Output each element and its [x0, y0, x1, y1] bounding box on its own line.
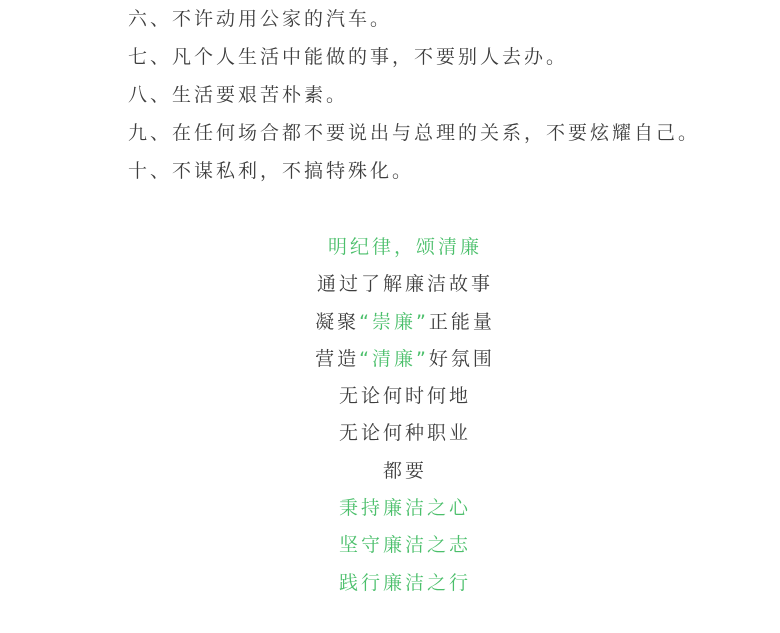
slogan-create-suffix: 好氛围	[428, 347, 495, 370]
rule-item-7: 七、凡个人生活中能做的事，不要别人去办。	[128, 46, 569, 68]
slogan-create-highlight: “清廉”	[359, 347, 429, 370]
slogan-line-anytime: 无论何时何地	[338, 385, 471, 408]
slogan-block	[0, 229, 780, 602]
slogan-line-gather	[0, 304, 780, 341]
slogan-line-uphold: 秉持廉洁之心	[338, 497, 471, 520]
slogan-create-prefix: 营造	[315, 347, 360, 370]
rule-item-9: 九、在任何场合都不要说出与总理的关系，不要炫耀自己。	[128, 122, 701, 144]
rules-list	[128, 0, 768, 190]
rule-item-6: 六、不许动用公家的汽车。	[128, 8, 393, 30]
slogan-gather-highlight: “崇廉”	[359, 310, 429, 333]
slogan-line-adhere: 坚守廉洁之志	[338, 534, 471, 557]
slogan-line-must: 都要	[382, 459, 427, 482]
rule-item-8: 八、生活要艰苦朴素。	[128, 84, 349, 106]
slogan-gather-prefix: 凝聚	[315, 310, 360, 333]
slogan-line-any-profession: 无论何种职业	[338, 422, 471, 445]
slogan-line-create	[0, 341, 780, 378]
slogan-line-practice: 践行廉洁之行	[338, 571, 471, 594]
rule-item-10: 十、不谋私利，不搞特殊化。	[128, 160, 415, 182]
slogan-line-understand: 通过了解廉洁故事	[316, 273, 493, 296]
slogan-gather-suffix: 正能量	[428, 310, 495, 333]
slogan-heading: 明纪律，颂清廉	[327, 236, 482, 258]
